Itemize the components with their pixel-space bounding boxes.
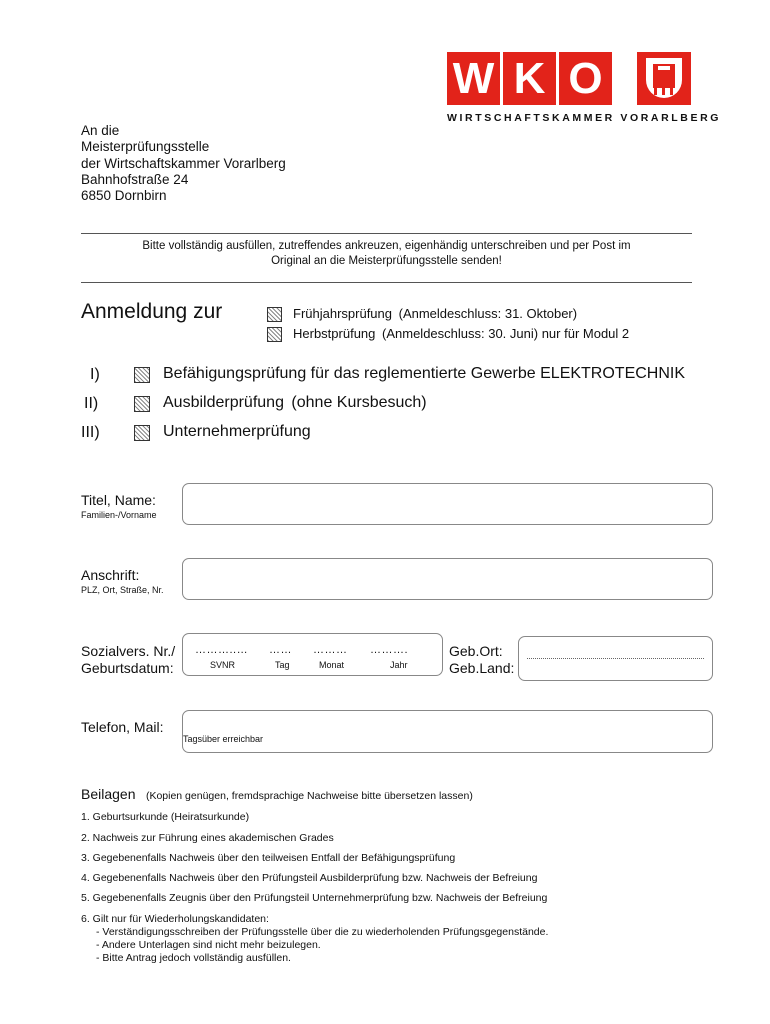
attachment-item: 3. Gegebenenfalls Nachweis über den teilweisen Entfall der Befähigungsprüfung	[81, 852, 456, 864]
exam-ausbilder-detail: (ohne Kursbesuch)	[291, 394, 427, 411]
name-sublabel: Familien-/Vorname	[81, 510, 157, 520]
name-label: Titel, Name:	[81, 492, 156, 508]
social-label: Sozialvers. Nr./	[81, 643, 176, 659]
divider	[81, 282, 692, 283]
attachment-item: 1. Geburtsurkunde (Heiratsurkunde)	[81, 811, 250, 823]
registration-title: Anmeldung zur	[81, 300, 223, 323]
birthcountry-label: Geb.Land:	[449, 660, 515, 676]
svnr-birthdate-input[interactable]	[182, 633, 443, 676]
attachment-item: 4. Gegebenenfalls Nachweis über den Prüfungsteil Ausbilderprüfung bzw. Nachweis der Befreiung	[81, 872, 538, 884]
term-autumn-detail: (Anmeldeschluss: 30. Juni) nur für Modul 2	[382, 326, 630, 341]
day-caption: Tag	[275, 660, 290, 670]
exam-numeral: I)	[90, 366, 100, 383]
attachment-item: 2. Nachweis zur Führung eines akademischen Grades	[81, 832, 334, 844]
address-sublabel: PLZ, Ort, Straße, Nr.	[81, 585, 164, 595]
attachment-item: 5. Gegebenenfalls Zeugnis über den Prüfungsteil Unternehmerprüfung bzw. Nachweis der Befreiung	[81, 892, 548, 904]
day-dots: ……	[269, 644, 292, 656]
checkbox-autumn-term[interactable]	[267, 327, 282, 342]
name-input[interactable]	[182, 483, 713, 525]
attachment-item: 6. Gilt nur für Wiederholungskandidaten:	[81, 913, 269, 925]
checkbox-spring-term[interactable]	[267, 307, 282, 322]
address-line: An die	[81, 123, 120, 138]
logo-subtitle: WIRTSCHAFTSKAMMER VORARLBERG	[447, 112, 722, 124]
checkbox-exam-unternehmer[interactable]	[134, 425, 150, 441]
logo-letter-k: K	[503, 52, 556, 105]
logo-letter-w: W	[447, 52, 500, 105]
address-line: 6850 Dornbirn	[81, 188, 167, 204]
wko-logo	[447, 52, 722, 126]
phone-hint: Tagsüber erreichbar	[183, 734, 264, 744]
instructions-line1: Bitte vollständig ausfüllen, zutreffendes ankreuzen, eigenhändig unterschreiben und per Post im	[142, 240, 631, 252]
attachment-subitem: - Bitte Antrag jedoch vollständig ausfüllen.	[96, 952, 291, 964]
recipient-address	[81, 123, 286, 204]
month-dots: ………	[313, 644, 348, 656]
address-line: Meisterprüfungsstelle	[81, 139, 210, 155]
attachments-heading: Beilagen	[81, 786, 136, 802]
checkbox-exam-befaehigung[interactable]	[134, 367, 150, 383]
field-separator	[527, 658, 704, 659]
checkbox-exam-ausbilder[interactable]	[134, 396, 150, 412]
coat-of-arms-icon	[637, 52, 691, 105]
year-caption: Jahr	[390, 660, 408, 670]
exam-befaehigung-label: Befähigungsprüfung für das reglementierte Gewerbe ELEKTROTECHNIK	[163, 365, 686, 382]
exam-numeral: III)	[81, 424, 100, 441]
attachments-heading-row	[81, 786, 473, 804]
address-input[interactable]	[182, 558, 713, 600]
address-line: der Wirtschaftskammer Vorarlberg	[81, 155, 286, 171]
address-line: Bahnhofstraße 24	[81, 171, 189, 187]
month-caption: Monat	[319, 660, 345, 670]
instructions-line2: Original an die Meisterprüfungsstelle senden!	[271, 255, 502, 267]
term-autumn-label: Herbstprüfung	[293, 326, 376, 341]
phone-mail-input[interactable]	[182, 710, 713, 753]
divider	[81, 233, 692, 234]
logo-letter-o: O	[559, 52, 612, 105]
birthdate-label: Geburtsdatum:	[81, 660, 174, 676]
exam-ausbilder-label: Ausbilderprüfung	[163, 394, 284, 411]
exam-numeral: II)	[84, 395, 99, 412]
attachments-note: (Kopien genügen, fremdsprachige Nachweise bitte übersetzen lassen)	[145, 790, 473, 802]
exam-unternehmer-label: Unternehmerprüfung	[163, 423, 311, 440]
phone-label: Telefon, Mail:	[81, 719, 164, 735]
term-spring	[293, 306, 577, 321]
term-autumn	[293, 326, 629, 341]
svnr-dots: ………..…	[195, 644, 249, 656]
birthplace-label: Geb.Ort:	[449, 643, 503, 659]
exam-ausbilder	[163, 394, 427, 412]
year-dots: ……….	[370, 644, 409, 656]
attachment-subitem: - Andere Unterlagen sind nicht mehr beizulegen.	[96, 939, 321, 951]
attachment-subitem: - Verständigungsschreiben der Prüfungsstelle über die zu wiederholenden Prüfungsgegenstände.	[96, 926, 549, 938]
address-label: Anschrift:	[81, 567, 140, 583]
term-spring-label: Frühjahrsprüfung	[293, 306, 392, 321]
term-spring-detail: (Anmeldeschluss: 31. Oktober)	[398, 306, 578, 321]
instructions	[81, 239, 692, 269]
birthplace-country-input[interactable]	[518, 636, 713, 681]
svnr-caption: SVNR	[210, 660, 236, 670]
